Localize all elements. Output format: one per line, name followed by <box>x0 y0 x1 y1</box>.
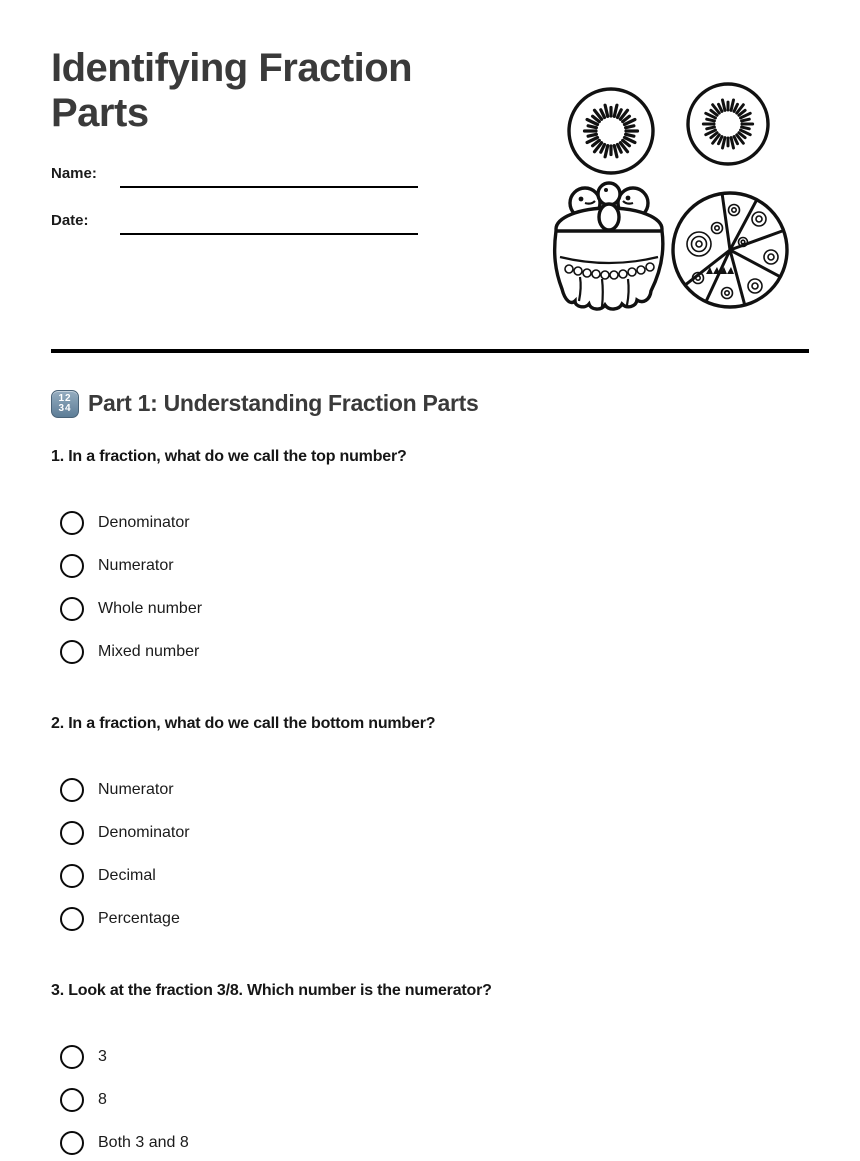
answer-option[interactable] <box>51 588 809 631</box>
options-list <box>51 502 809 674</box>
option-label: Denominator <box>98 824 190 841</box>
sliced-pie-icon <box>673 193 787 307</box>
section-title: Part 1: Understanding Fraction Parts <box>88 390 479 416</box>
option-label: Both 3 and 8 <box>98 1134 189 1151</box>
worksheet-header <box>51 0 809 349</box>
section-divider <box>51 349 809 353</box>
option-label: Numerator <box>98 781 174 798</box>
option-label: Whole number <box>98 600 203 617</box>
date-input-line[interactable] <box>120 233 418 235</box>
question-text: 2. In a fraction, what do we call the bottom number? <box>51 714 436 732</box>
answer-option[interactable] <box>51 769 809 812</box>
input-numbers-icon <box>51 390 79 418</box>
section-heading <box>51 389 809 419</box>
options-list <box>51 769 809 941</box>
question-text: 1. In a fraction, what do we call the top number? <box>51 447 407 465</box>
option-label: 3 <box>98 1048 107 1065</box>
answer-option[interactable] <box>51 545 809 588</box>
answer-option[interactable] <box>51 631 809 674</box>
date-label: Date: <box>51 212 89 229</box>
radio-button[interactable] <box>60 907 84 931</box>
answer-option[interactable] <box>51 898 809 941</box>
page-title: Identifying Fraction Parts <box>51 46 413 135</box>
option-label: 8 <box>98 1091 107 1108</box>
radio-button[interactable] <box>60 821 84 845</box>
name-label: Name: <box>51 165 97 182</box>
fraction-food-illustrations <box>550 70 820 315</box>
option-label: Decimal <box>98 867 156 884</box>
radio-button[interactable] <box>60 1088 84 1112</box>
option-label: Denominator <box>98 514 190 531</box>
answer-option[interactable] <box>51 1079 809 1122</box>
question-text: 3. Look at the fraction 3/8. Which number is the numerator? <box>51 981 492 999</box>
radio-button[interactable] <box>60 597 84 621</box>
answer-option[interactable] <box>51 502 809 545</box>
radio-button[interactable] <box>60 778 84 802</box>
decorated-cake-icon <box>555 183 663 309</box>
question-3 <box>51 981 809 1161</box>
radio-button[interactable] <box>60 1045 84 1069</box>
radio-button[interactable] <box>60 864 84 888</box>
radio-button[interactable] <box>60 554 84 578</box>
name-input-line[interactable] <box>120 186 418 188</box>
option-label: Numerator <box>98 557 174 574</box>
option-label: Mixed number <box>98 643 200 660</box>
icon-digits-top: 12 <box>58 392 72 404</box>
radio-button[interactable] <box>60 511 84 535</box>
icon-digits-bottom: 34 <box>58 402 72 414</box>
answer-option[interactable] <box>51 812 809 855</box>
kiwi-slice-icon <box>688 84 768 164</box>
question-2 <box>51 714 809 941</box>
options-list <box>51 1036 809 1161</box>
answer-option[interactable] <box>51 855 809 898</box>
answer-option[interactable] <box>51 1122 809 1161</box>
kiwi-slice-icon <box>569 89 653 173</box>
radio-button[interactable] <box>60 640 84 664</box>
radio-button[interactable] <box>60 1131 84 1155</box>
option-label: Percentage <box>98 910 180 927</box>
answer-option[interactable] <box>51 1036 809 1079</box>
question-1 <box>51 447 809 674</box>
